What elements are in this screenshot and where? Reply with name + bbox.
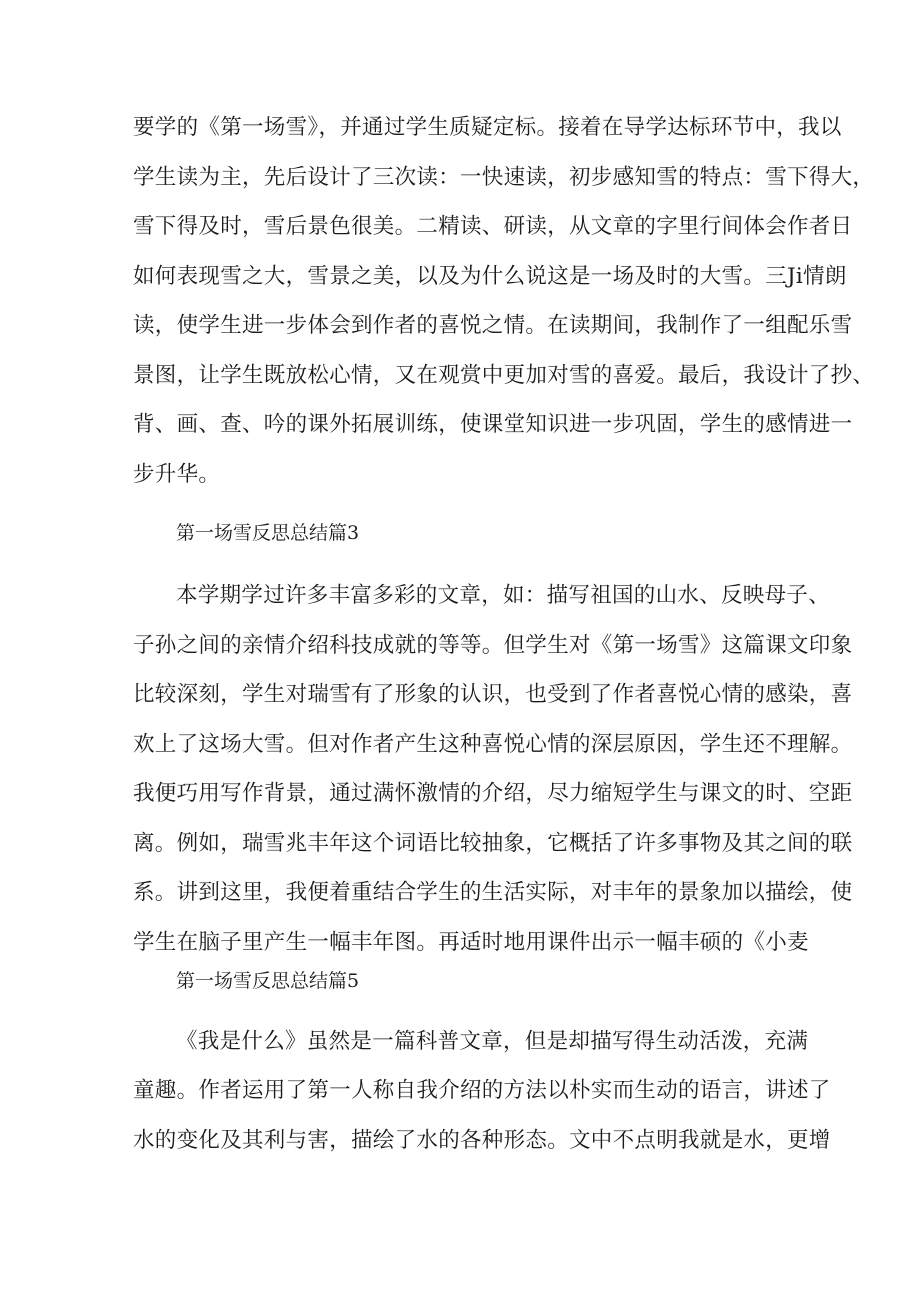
paragraph-line: 比较深刻，学生对瑞雪有了形象的认识，也受到了作者喜悦心情的感染，喜 xyxy=(133,682,853,707)
paragraph-line: 学生读为主，先后设计了三次读：一快速读，初步感知雪的特点：雪下得大， xyxy=(133,165,875,190)
paragraph-line: 童趣。作者运用了第一人称自我介绍的方法以朴实而生动的语言，讲述了 xyxy=(133,1078,831,1103)
paragraph-line: 雪下得及时，雪后景色很美。二精读、研读，从文章的字里行间体会作者日 xyxy=(133,214,853,239)
paragraph-line: 景图，让学生既放松心情，又在观赏中更加对雪的喜爱。最后，我设计了抄、 xyxy=(133,363,875,388)
paragraph-line: 学生在脑子里产生一幅丰年图。再适时地用课件出示一幅丰硕的《小麦 xyxy=(133,930,809,955)
paragraph-line: 离。例如，瑞雪兆丰年这个词语比较抽象，它概括了许多事物及其之间的联 xyxy=(133,831,853,856)
paragraph-line: 步升华。 xyxy=(133,462,221,487)
paragraph-line: 本学期学过许多丰富多彩的文章，如：描写祖国的山水、反映母子、 xyxy=(176,583,831,608)
paragraph-line: 读，使学生进一步体会到作者的喜悦之情。在读期间，我制作了一组配乐雪 xyxy=(133,313,853,338)
section-heading: 第一场雪反思总结篇3 xyxy=(176,522,360,544)
paragraph-line: 《我是什么》虽然是一篇科普文章，但是却描写得生动活泼，充满 xyxy=(176,1029,809,1054)
paragraph-line: 水的变化及其利与害，描绘了水的各种形态。文中不点明我就是水，更增 xyxy=(133,1128,831,1153)
paragraph-line: 要学的《第一场雪》，并通过学生质疑定标。接着在导学达标环节中，我以 xyxy=(133,115,842,140)
paragraph-line: 背、画、查、吟的课外拓展训练，使课堂知识进一步巩固，学生的感情进一 xyxy=(133,412,853,437)
section-heading: 第一场雪反思总结篇5 xyxy=(176,970,360,992)
paragraph-line: 系。讲到这里，我便着重结合学生的生活实际，对丰年的景象加以描绘，使 xyxy=(133,880,853,905)
paragraph-line: 子孙之间的亲情介绍科技成就的等等。但学生对《第一场雪》这篇课文印象 xyxy=(133,633,853,658)
paragraph-line: 欢上了这场大雪。但对作者产生这种喜悦心情的深层原因，学生还不理解。 xyxy=(133,732,853,757)
paragraph-line: 如何表现雪之大，雪景之美，以及为什么说这是一场及时的大雪。三Ji情朗 xyxy=(133,264,847,289)
paragraph-line: 我便巧用写作背景，通过满怀激情的介绍，尽力缩短学生与课文的时、空距 xyxy=(133,781,853,806)
